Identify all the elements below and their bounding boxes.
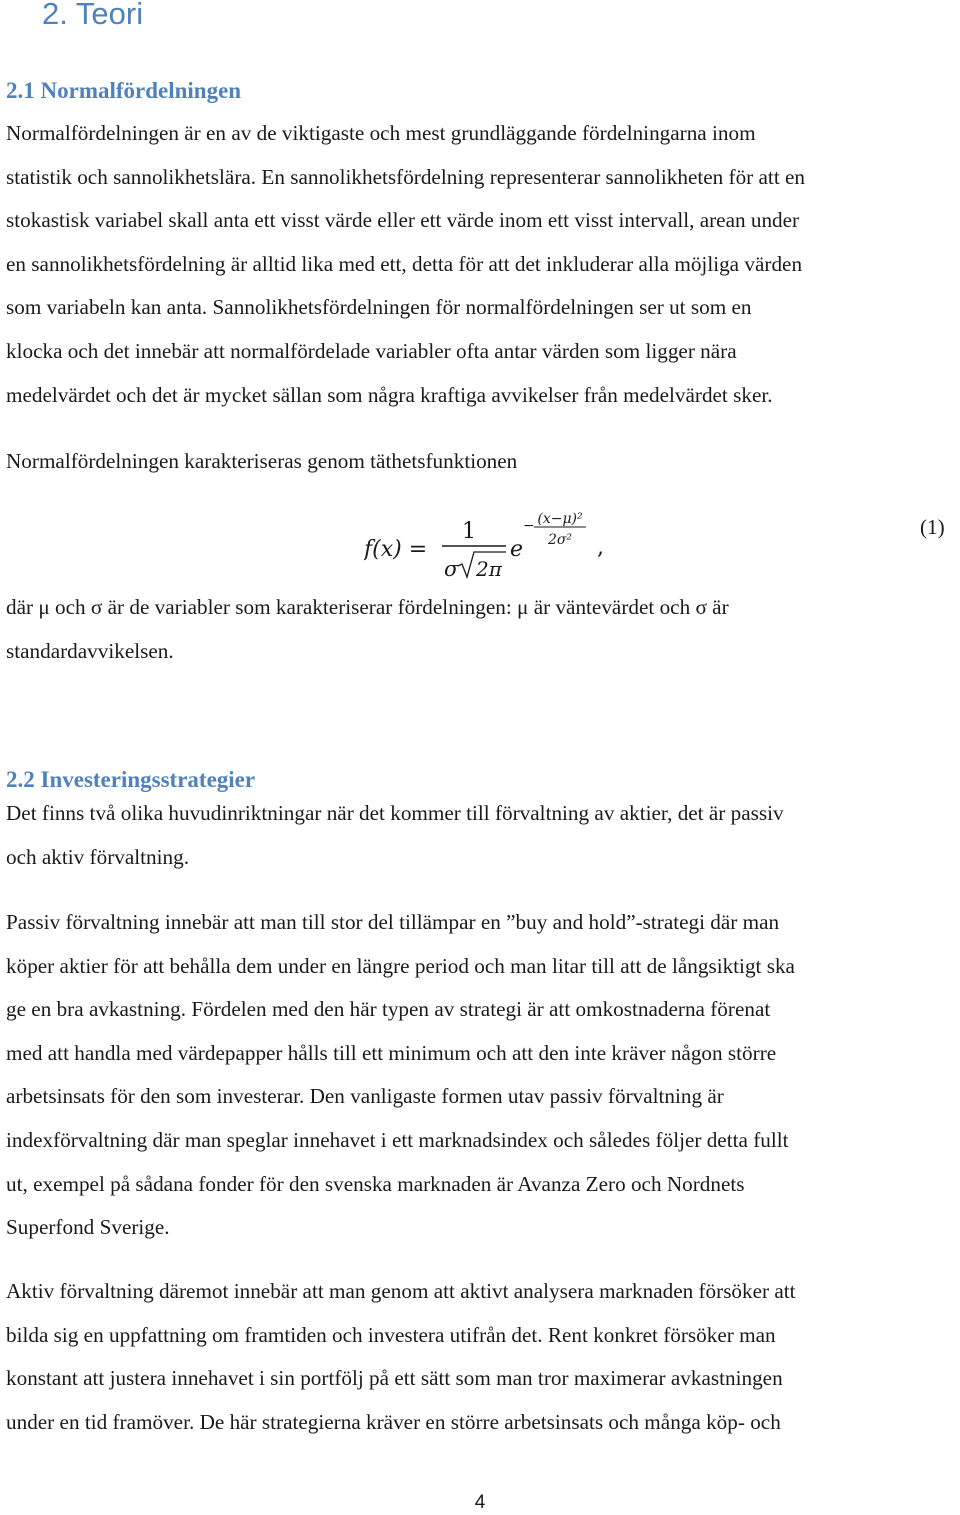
formula-exponent-denominator: 2σ² <box>547 532 573 548</box>
text-line: Passiv förvaltning innebär att man till stor del tillämpar en ”buy and hold”-strategi där man <box>6 910 780 934</box>
paragraph-passive-management <box>6 901 958 1250</box>
equation-number: (1) <box>920 515 945 539</box>
text-line: Normalfördelningen är en av de viktigaste och mest grundläggande fördelningarna inom <box>6 121 756 145</box>
text-line: klocka och det innebär att normalfördelade variabler ofta antar värden som ligger nära <box>6 338 737 363</box>
text-line: Superfond Sverige. <box>6 1215 170 1240</box>
section-title-normalfordelningen: 2.1 Normalfördelningen <box>6 78 242 103</box>
text-line: arbetsinsats för den som investerar. Den vanligaste formen utav passiv förvaltning är <box>6 1084 724 1109</box>
paragraph-active-management <box>6 1270 958 1444</box>
text-line: en sannolikhetsfördelning är alltid lika med ett, detta för att det inkluderar alla möjliga värden <box>6 251 803 276</box>
text-line: Det finns två olika huvudinriktningar när det kommer till förvaltning av aktier, det är passiv <box>6 801 784 825</box>
text-line: Aktiv förvaltning däremot innebär att man genom att aktivt analysera marknaden försöker att <box>6 1279 796 1303</box>
formula-exponent-numerator: (x−μ)² <box>537 511 583 527</box>
formula-exponent-minus: − <box>523 518 535 534</box>
text-line: indexförvaltning där man speglar innehavet i ett marknadsindex och således följer detta fullt <box>6 1127 789 1152</box>
normal-density-formula <box>364 504 624 584</box>
text-line: köper aktier för att behålla dem under en längre period och man litar till att de långsiktigt ska <box>6 953 795 978</box>
formula-denominator-root: 2π <box>476 557 502 581</box>
text-line: Normalfördelningen karakteriseras genom täthetsfunktionen <box>6 449 518 473</box>
formula-base-e: e <box>510 537 524 562</box>
text-line: statistik och sannolikhetslära. En sannolikhetsfördelning representerar sannolikheten för att en <box>6 164 806 189</box>
text-line: stokastisk variabel skall anta ett visst värde eller ett värde inom ett visst intervall, arean under <box>6 208 800 233</box>
section-title-investeringsstrategier: 2.2 Investeringsstrategier <box>6 767 256 792</box>
text-line: medelvärdet och det är mycket sällan som några kraftiga avvikelser från medelvärdet sker. <box>6 382 773 407</box>
paragraph-normal-distribution-intro <box>6 112 958 417</box>
text-line: med att handla med värdepapper hålls till ett minimum och att den inte kräver någon större <box>6 1040 777 1065</box>
text-line: ge en bra avkastning. Fördelen med den här typen av strategi är att omkostnaderna förenat <box>6 997 771 1022</box>
text-line: och aktiv förvaltning. <box>6 844 189 869</box>
formula-denominator-sigma: σ <box>444 557 459 581</box>
paragraph-parameter-definitions <box>6 586 958 673</box>
text-line: standardavvikelsen. <box>6 638 174 663</box>
text-line: där μ och σ är de variabler som karakteriserar fördelningen: μ är väntevärdet och σ är <box>6 595 729 619</box>
formula-lhs: f(x) = <box>364 537 428 562</box>
text-line: som variabeln kan anta. Sannolikhetsfördelningen för normalfördelningen ser ut som en <box>6 295 752 320</box>
text-line: konstant att justera innehavet i sin portfölj på ett sätt som man tror maximerar avkastningen <box>6 1366 783 1391</box>
text-line: ut, exempel på sådana fonder för den svenska marknaden är Avanza Zero och Nordnets <box>6 1171 745 1196</box>
formula-numerator: 1 <box>462 519 476 544</box>
chapter-title: 2. Teori <box>42 0 144 31</box>
text-line: bilda sig en uppfattning om framtiden och investera utifrån det. Rent konkret försöker man <box>6 1322 776 1347</box>
text-line: under en tid framöver. De här strategierna kräver en större arbetsinsats och många köp- och <box>6 1409 781 1434</box>
paragraph-density-function-intro <box>6 440 958 484</box>
paragraph-strategy-intro <box>6 792 958 879</box>
page-number: 4 <box>474 1492 486 1513</box>
formula-trailing-comma: , <box>597 535 604 560</box>
